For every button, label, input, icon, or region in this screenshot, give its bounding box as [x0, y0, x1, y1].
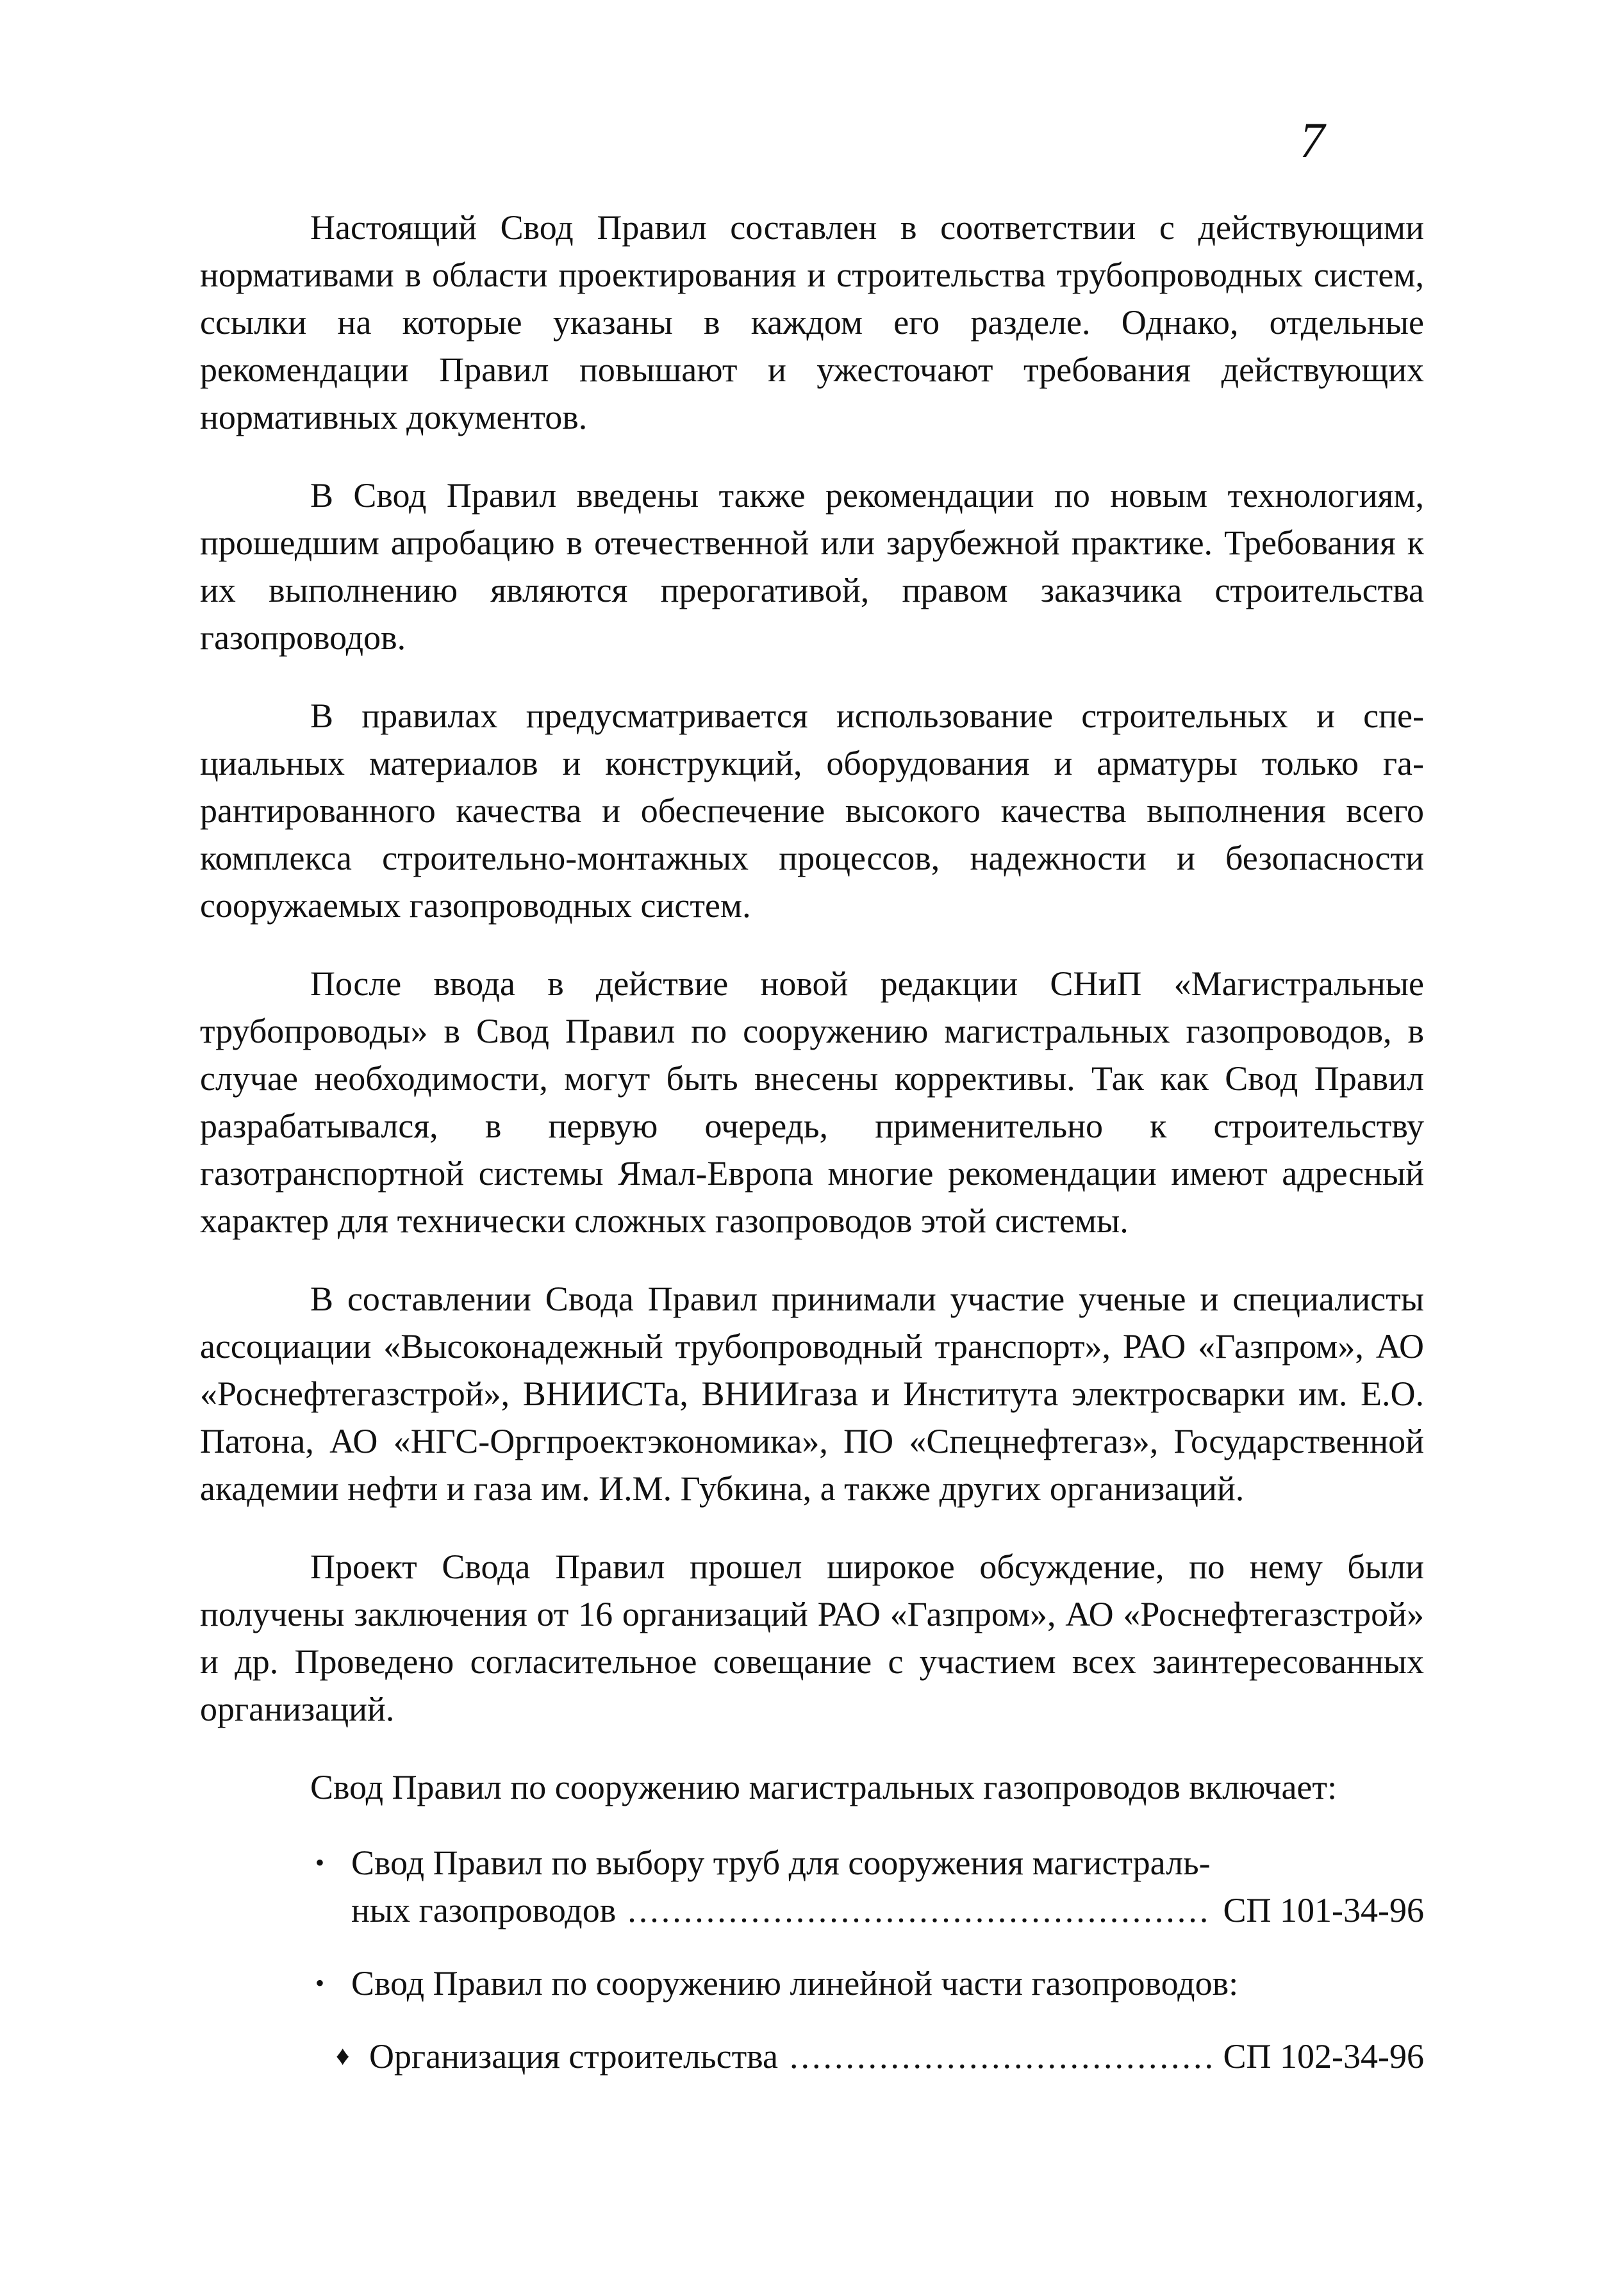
list-item-text: Свод Правил по выбору труб для сооружения магистраль- [351, 1844, 1211, 1882]
dot-leader [790, 2033, 1212, 2080]
paragraph-5: В составлении Свода Правил принимали участие ученые и специалисты ассоциации «Высоконадежный трубопроводный транспорт», РАО «Газпром», АО «Роснефтегазстрой», ВНИИСТа, ВНИИгаза и Института электросварки им. Е.О. Патона, АО «НГС-Оргпроектэкономика», ПО «Спецнефтегаз», Государственной академии нефти и газа им. И.М. Губкина, а также других организаций. [200, 1280, 1424, 1508]
list-item-text: Организация строительства [369, 2037, 778, 2076]
page-number: 7 [1300, 112, 1325, 168]
paragraph-1: Настоящий Свод Правил составлен в соответствии с действующими нормативами в области проектирования и строительства трубопроводных систем, ссылки на которые указаны в каждом его разделе. Однако, отдельные рекомендации Правил повышают и ужесточают требования действующих нормативных документов. [200, 208, 1424, 436]
paragraph-3: В правилах предусматривается использование строительных и специальных материалов и конструкций, оборудования и арматуры только гарантированного качества и обеспечение высокого качества выполнения всего комплекса строительно-монтажных процессов, надежности и безопасности сооружаемых газопроводных систем. [200, 697, 1424, 925]
list-item-line [351, 1839, 1424, 1887]
dot-leader [627, 1887, 1211, 1934]
paragraph-6: Проект Свода Правил прошел широкое обсуждение, по нему были получены заключения от 16 организаций РАО «Газпром», АО «Роснефтегазстрой» и др. Проведено согласительное совещание с участием всех заинтересованных организаций. [200, 1548, 1424, 1728]
paragraph-4: После ввода в действие новой редакции СНиП «Магистральные трубопроводы» в Свод Правил по сооружению магистральных газопроводов, в случае необходимости, могут быть внесены коррективы. Так как Свод Правил разрабатывался, в первую очередь, применительно к строительству газотранспортной системы Ямал-Европа многие рекомендации имеют адресный характер для технически сложных газопроводов этой системы. [200, 964, 1424, 1240]
page-content [200, 204, 1424, 2106]
list-item-line [351, 1960, 1424, 2007]
document-code: СП 101-34-96 [1223, 1891, 1424, 1929]
list-item-line [369, 2033, 1424, 2080]
list-item-text: Свод Правил по сооружению линейной части газопроводов: [351, 1964, 1239, 2003]
document-code: СП 102-34-96 [1223, 2037, 1424, 2076]
list-item-line [351, 1887, 1424, 1934]
diamond-bullet-icon: ♦ [336, 2042, 350, 2071]
list-intro: Свод Правил по сооружению магистральных газопроводов включает: [310, 1768, 1337, 1806]
list-item-text: ных газопроводов [351, 1891, 617, 1929]
list-item-linear-part [200, 1960, 1424, 2007]
sub-list-item-construction-organization [200, 2033, 1424, 2080]
paragraph-2: В Свод Правил введены также рекомендации по новым технологиям, прошедшим апробацию в отечественной или зарубежной практике. Требования к их выполнению являются прерогативой, правом заказчика строительства газопроводов. [200, 476, 1424, 657]
list-item-pipe-selection [200, 1839, 1424, 1934]
bullet-icon: • [315, 1969, 325, 1997]
bullet-icon: • [315, 1848, 325, 1877]
